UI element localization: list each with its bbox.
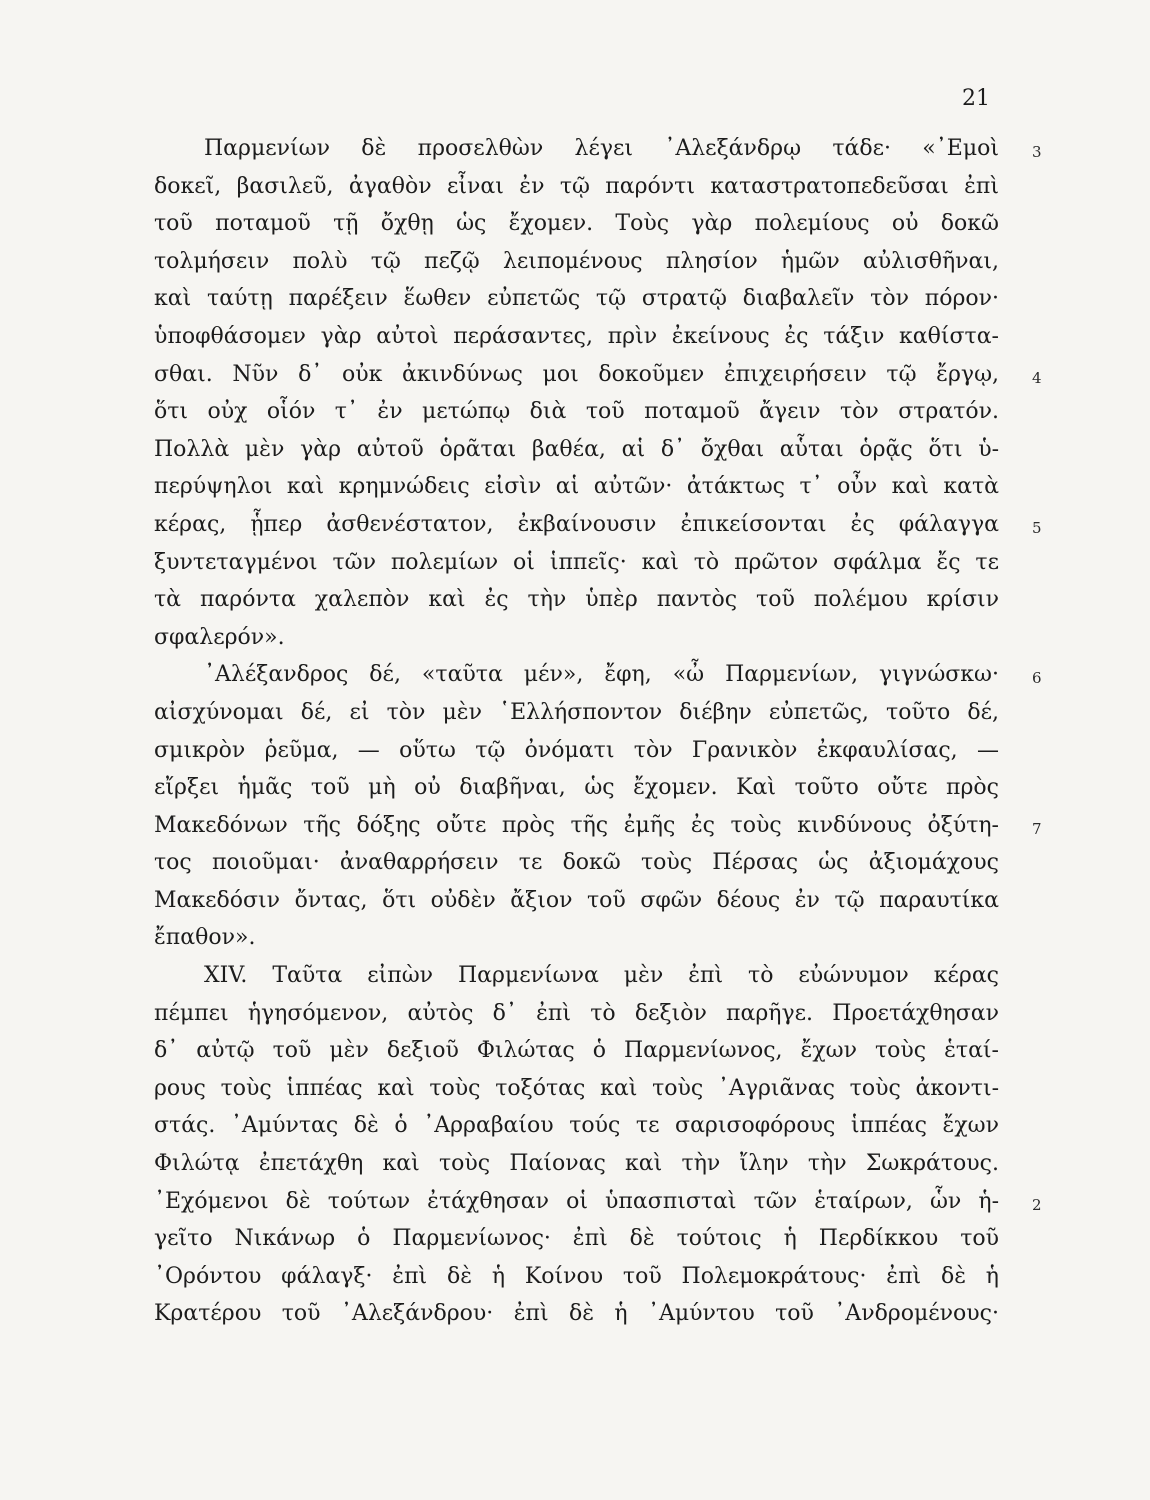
margin-section-number: 2: [1032, 1195, 1042, 1214]
text-line: Κρατέρου τοῦ ᾿Αλεξάνδρου· ἐπὶ δὲ ἡ ᾿Αμύντου τοῦ ᾿Ανδρομένους·: [154, 1301, 999, 1327]
text-line: αἰσχύνομαι δέ, εἰ τὸν μὲν ῾Ελλήσποντον διέβην εὐπετῶς, τοῦτο δέ,: [154, 699, 999, 725]
text-line: τοῦ ποταμοῦ τῇ ὄχθῃ ὡς ἔχομεν. Τοὺς γὰρ πολεμίους οὐ δοκῶ: [154, 211, 999, 237]
text-line: Φιλώτᾳ ἐπετάχθη καὶ τοὺς Παίονας καὶ τὴν ἴλην τὴν Σωκράτους.: [154, 1151, 999, 1177]
text-line: περύψηλοι καὶ κρημνώδεις εἰσὶν αἱ αὐτῶν· ἀτάκτως τ᾿ οὖν καὶ κατὰ: [154, 474, 999, 500]
text-line: XIV. Ταῦτα εἰπὼν Παρμενίωνα μὲν ἐπὶ τὸ εὐώνυμον κέρας: [204, 963, 999, 989]
text-line: Μακεδόσιν ὄντας, ὅτι οὐδὲν ἄξιον τοῦ σφῶν δέους ἐν τῷ παραυτίκα: [154, 887, 999, 913]
text-line: ᾿Εχόμενοι δὲ τούτων ἐτάχθησαν οἱ ὑπασπισταὶ τῶν ἑταίρων, ὧν ἡ-: [154, 1188, 999, 1214]
text-line: ὑποφθάσομεν γὰρ αὐτοὶ περάσαντες, πρὶν ἐκείνους ἐς τάξιν καθίστα-: [154, 323, 999, 349]
text-line: τολμήσειν πολὺ τῷ πεζῷ λειπομένους πλησίον ἡμῶν αὐλισθῆναι,: [154, 248, 999, 274]
text-line: σθαι. Νῦν δ᾿ οὐκ ἀκινδύνως μοι δοκοῦμεν ἐπιχειρήσειν τῷ ἔργῳ,: [154, 361, 999, 387]
text-line: σμικρὸν ῥεῦμα, — οὕτω τῷ ὀνόματι τὸν Γρανικὸν ἐκφαυλίσας, —: [154, 737, 999, 763]
margin-section-number: 4: [1032, 368, 1042, 387]
text-line: ἔπαθον».: [154, 925, 256, 951]
margin-section-number: 7: [1032, 819, 1042, 838]
text-line: ὅτι οὐχ οἷόν τ᾿ ἐν μετώπῳ διὰ τοῦ ποταμοῦ ἄγειν τὸν στρατόν.: [154, 399, 999, 425]
text-line: καὶ ταύτῃ παρέξειν ἕωθεν εὐπετῶς τῷ στρατῷ διαβαλεῖν τὸν πόρον·: [154, 286, 999, 312]
text-line: Παρμενίων δὲ προσελθὼν λέγει ᾿Αλεξάνδρῳ τάδε· «᾿Εμοὶ: [204, 136, 999, 161]
text-line: Μακεδόνων τῆς δόξης οὔτε πρὸς τῆς ἐμῆς ἐς τοὺς κινδύνους ὀξύτη-: [154, 812, 999, 838]
margin-section-number: 6: [1032, 669, 1042, 688]
text-line: εἴρξει ἡμᾶς τοῦ μὴ οὐ διαβῆναι, ὡς ἔχομεν. Καὶ τοῦτο οὔτε πρὸς: [154, 775, 999, 801]
text-line: στάς. ᾿Αμύντας δὲ ὁ ᾿Αρραβαίου τούς τε σαρισοφόρους ἱππέας ἔχων: [154, 1113, 999, 1139]
text-line: ξυντεταγμένοι τῶν πολεμίων οἱ ἱππεῖς· καὶ τὸ πρῶτον σφάλμα ἔς τε: [154, 549, 999, 575]
margin-section-number: 3: [1032, 143, 1042, 161]
page-number: 21: [962, 86, 990, 111]
text-line: σφαλερόν».: [154, 624, 285, 650]
text-body: [154, 130, 999, 1333]
text-line: γεῖτο Νικάνωρ ὁ Παρμενίωνος· ἐπὶ δὲ τούτοις ἡ Περδίκκου τοῦ: [154, 1226, 999, 1252]
text-line: τὰ παρόντα χαλεπὸν καὶ ἐς τὴν ὑπὲρ παντὸς τοῦ πολέμου κρίσιν: [154, 587, 999, 613]
text-line: δ᾿ αὐτῷ τοῦ μὲν δεξιοῦ Φιλώτας ὁ Παρμενίωνος, ἔχων τοὺς ἑταί-: [154, 1038, 999, 1064]
text-line: κέρας, ᾗπερ ἀσθενέστατον, ἐκβαίνουσιν ἐπικείσονται ἐς φάλαγγα: [154, 511, 999, 537]
text-line: ᾿Ορόντου φάλαγξ· ἐπὶ δὲ ἡ Κοίνου τοῦ Πολεμοκράτους· ἐπὶ δὲ ἡ: [154, 1263, 999, 1289]
text-line: δοκεῖ, βασιλεῦ, ἀγαθὸν εἶναι ἐν τῷ παρόντι καταστρατοπεδεῦσαι ἐπὶ: [154, 173, 999, 199]
text-line: τος ποιοῦμαι· ἀναθαρρήσειν τε δοκῶ τοὺς Πέρσας ὡς ἀξιομάχους: [154, 850, 999, 876]
text-line: Πολλὰ μὲν γὰρ αὐτοῦ ὁρᾶται βαθέα, αἱ δ᾿ ὄχθαι αὗται ὁρᾷς ὅτι ὑ-: [154, 436, 999, 462]
text-line: πέμπει ἡγησόμενον, αὐτὸς δ᾿ ἐπὶ τὸ δεξιὸν παρῆγε. Προετάχθησαν: [154, 1000, 999, 1026]
margin-section-number: 5: [1032, 519, 1042, 537]
text-line: ᾿Αλέξανδρος δέ, «ταῦτα μέν», ἔφη, «ὦ Παρμενίων, γιγνώσκω·: [204, 662, 999, 688]
text-line: ρους τοὺς ἱππέας καὶ τοὺς τοξότας καὶ τοὺς ᾿Αγριᾶνας τοὺς ἀκοντι-: [154, 1075, 999, 1101]
